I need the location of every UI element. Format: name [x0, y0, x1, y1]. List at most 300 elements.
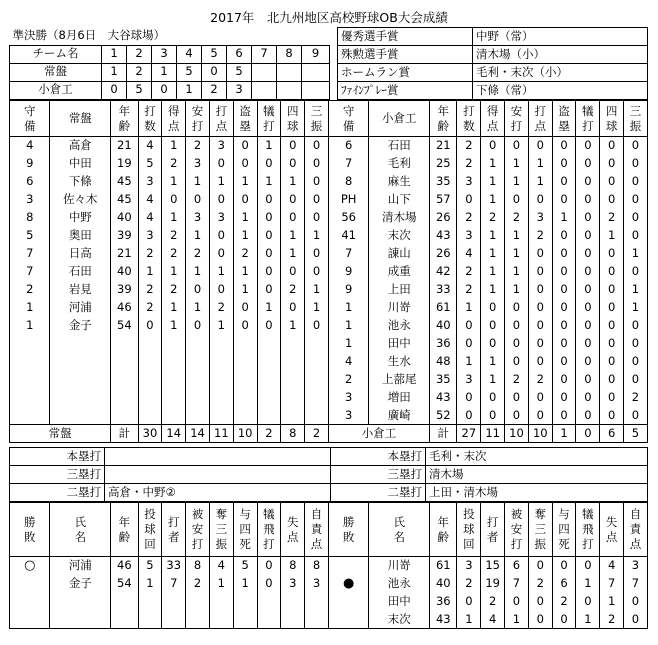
batting-table [9, 100, 648, 443]
player-stat: 3 [186, 209, 210, 227]
player-stat: 0 [305, 191, 329, 209]
award-row [338, 28, 648, 46]
stat-header: 盗 塁 [552, 101, 576, 137]
pitcher-row [10, 611, 648, 629]
pitcher-name: 末次 [369, 611, 430, 629]
pitcher-stat: 2 [552, 593, 576, 611]
extra-hit-players: 清木場 [426, 466, 648, 484]
pitcher-stat: 5 [233, 557, 257, 575]
table-row [10, 155, 648, 173]
stat-header: 犠 打 [576, 101, 600, 137]
player-stat: 0 [600, 299, 624, 317]
player-stat: 1 [305, 227, 329, 245]
stat-header: 安 打 [505, 101, 529, 137]
pitcher-stat: 1 [505, 611, 529, 629]
player-stat: 0 [600, 371, 624, 389]
totals-row [10, 425, 648, 443]
player-stat: 0 [528, 263, 552, 281]
player-stat: 2 [162, 245, 186, 263]
player-stat: 2 [138, 245, 162, 263]
award-winner: 毛利・末次（小） [473, 64, 648, 82]
pitcher-age: 54 [111, 575, 138, 593]
player-name: 上田 [369, 281, 430, 299]
pitcher-stat: 2 [186, 575, 210, 593]
pitcher-stat: 1 [576, 575, 600, 593]
player-stat: 1 [257, 137, 281, 155]
player-stat [138, 407, 162, 425]
player-stat: 2 [505, 371, 529, 389]
inning-score [302, 81, 330, 99]
player-age [111, 335, 138, 353]
player-stat: 1 [233, 209, 257, 227]
player-stat: 3 [457, 371, 481, 389]
player-name: 山下 [369, 191, 430, 209]
inning-score: 1 [102, 63, 127, 81]
award-winner: 中野（常） [473, 28, 648, 46]
player-stat: 1 [162, 317, 186, 335]
inning-header: 6 [227, 45, 252, 63]
pitcher-stat: 1 [233, 575, 257, 593]
player-stat [233, 335, 257, 353]
team-total-stat: 10 [233, 425, 257, 443]
pitcher-stat: 0 [576, 557, 600, 575]
pitcher-stat: 0 [457, 593, 481, 611]
player-stat: 2 [186, 137, 210, 155]
player-position: 1 [328, 317, 368, 335]
pitching-stat-header: 被 安 打 [505, 503, 529, 557]
player-stat: 0 [505, 353, 529, 371]
player-stat: 1 [186, 227, 210, 245]
player-stat [186, 335, 210, 353]
player-stat: 1 [481, 371, 505, 389]
player-stat [162, 407, 186, 425]
player-stat: 0 [552, 389, 576, 407]
player-stat: 2 [457, 155, 481, 173]
pitcher-stat [138, 611, 162, 629]
pitching-stat-header: 犠 飛 打 [257, 503, 281, 557]
player-stat: 0 [162, 191, 186, 209]
player-stat: 1 [233, 173, 257, 191]
pitching-stat-header: 投 球 回 [457, 503, 481, 557]
pitcher-age [111, 611, 138, 629]
award-label: ホームラン賞 [338, 64, 473, 82]
player-stat [305, 335, 329, 353]
award-row [338, 46, 648, 64]
player-stat: 0 [281, 209, 305, 227]
pitcher-stat: 3 [281, 575, 305, 593]
pitcher-stat [209, 611, 233, 629]
player-age: 26 [430, 245, 457, 263]
player-stat: 0 [505, 335, 529, 353]
team-name-header: 小倉工 [369, 101, 430, 137]
inning-header: 2 [127, 45, 152, 63]
result-cell [328, 557, 368, 575]
player-name: 中野 [50, 209, 111, 227]
player-age [111, 389, 138, 407]
player-stat: 0 [600, 245, 624, 263]
player-stat: 0 [624, 137, 648, 155]
pitcher-stat: 0 [552, 611, 576, 629]
player-stat [138, 389, 162, 407]
result-cell [10, 575, 50, 593]
player-stat: 1 [162, 299, 186, 317]
player-stat: 0 [257, 281, 281, 299]
player-stat: 0 [552, 371, 576, 389]
pitcher-stat: 4 [481, 611, 505, 629]
totals-label: 計 [111, 425, 138, 443]
player-stat [186, 353, 210, 371]
player-stat [305, 389, 329, 407]
player-stat: 0 [528, 299, 552, 317]
extra-hit-row [10, 466, 648, 484]
extra-hit-label: 三塁打 [331, 466, 426, 484]
table-row [10, 173, 648, 191]
extra-hit-players [105, 466, 331, 484]
team-total-stat: 10 [528, 425, 552, 443]
player-position: 7 [328, 155, 368, 173]
player-stat: 0 [233, 299, 257, 317]
pitcher-stat: 2 [457, 575, 481, 593]
player-stat: 1 [186, 173, 210, 191]
player-stat [209, 407, 233, 425]
stat-header: 打 点 [209, 101, 233, 137]
player-age: 35 [430, 173, 457, 191]
player-stat [305, 353, 329, 371]
player-stat: 1 [233, 263, 257, 281]
player-stat: 0 [186, 191, 210, 209]
player-stat: 0 [624, 173, 648, 191]
table-row [10, 191, 648, 209]
player-name: 上蔀尾 [369, 371, 430, 389]
player-position: 2 [328, 371, 368, 389]
pitcher-name: 金子 [50, 575, 111, 593]
player-stat: 0 [209, 155, 233, 173]
result-cell [10, 593, 50, 611]
pitcher-stat [209, 593, 233, 611]
player-stat: 0 [528, 281, 552, 299]
player-stat: 0 [528, 389, 552, 407]
player-stat: 1 [624, 299, 648, 317]
player-stat: 0 [576, 281, 600, 299]
result-cell [328, 611, 368, 629]
pitcher-name [50, 611, 111, 629]
player-stat: 1 [481, 353, 505, 371]
pitcher-stat: 8 [186, 557, 210, 575]
table-row [10, 227, 648, 245]
position-header: 守 備 [10, 101, 50, 137]
inning-score [252, 63, 277, 81]
player-stat: 0 [481, 317, 505, 335]
player-stat [281, 407, 305, 425]
player-stat: 1 [305, 281, 329, 299]
player-name [50, 389, 111, 407]
player-stat: 1 [528, 155, 552, 173]
player-stat: 0 [600, 335, 624, 353]
pitcher-stat [257, 593, 281, 611]
player-age: 57 [430, 191, 457, 209]
table-row [10, 407, 648, 425]
player-stat: 1 [481, 245, 505, 263]
pitcher-stat [162, 593, 186, 611]
player-age: 39 [111, 281, 138, 299]
player-stat [305, 407, 329, 425]
award-label: 殊勲選手賞 [338, 46, 473, 64]
pitcher-stat: 1 [576, 611, 600, 629]
player-stat: 0 [505, 191, 529, 209]
player-age: 21 [430, 137, 457, 155]
player-stat [138, 371, 162, 389]
pitcher-stat [186, 593, 210, 611]
player-stat: 0 [257, 209, 281, 227]
player-position: 7 [328, 245, 368, 263]
table-row [10, 335, 648, 353]
player-stat [281, 353, 305, 371]
player-stat: 0 [481, 335, 505, 353]
player-stat: 0 [600, 191, 624, 209]
player-position: 8 [328, 173, 368, 191]
player-age: 33 [430, 281, 457, 299]
award-label: 優秀選手賞 [338, 28, 473, 46]
player-name: 川嵜 [369, 299, 430, 317]
table-row [10, 389, 648, 407]
player-name: 下條 [50, 173, 111, 191]
player-position: 4 [10, 137, 50, 155]
pitching-stat-header: 犠 飛 打 [576, 503, 600, 557]
player-stat: 0 [481, 137, 505, 155]
player-stat [162, 371, 186, 389]
pitching-stat-header: 被 安 打 [186, 503, 210, 557]
player-stat: 0 [305, 209, 329, 227]
player-stat: 0 [505, 407, 529, 425]
awards-table [337, 27, 648, 100]
player-stat: 0 [457, 389, 481, 407]
extra-hit-players [105, 448, 331, 466]
pitcher-stat [305, 593, 329, 611]
inning-score [252, 81, 277, 99]
player-position: PH [328, 191, 368, 209]
player-name: 中田 [50, 155, 111, 173]
result-header: 勝 敗 [10, 503, 50, 557]
player-position [10, 353, 50, 371]
table-row [10, 137, 648, 155]
pitcher-stat: 2 [600, 611, 624, 629]
player-stat: 0 [576, 137, 600, 155]
player-name: 田中 [369, 335, 430, 353]
inning-score [277, 63, 302, 81]
player-stat: 2 [481, 209, 505, 227]
pitcher-stat: 1 [138, 575, 162, 593]
extra-hit-players: 上田・清木場 [426, 484, 648, 502]
table-row [10, 317, 648, 335]
player-stat: 1 [162, 173, 186, 191]
player-name [50, 335, 111, 353]
player-name: 岩見 [50, 281, 111, 299]
pitcher-stat [233, 611, 257, 629]
player-stat: 0 [138, 317, 162, 335]
player-stat [162, 389, 186, 407]
player-position: 3 [328, 407, 368, 425]
pitcher-age: 40 [430, 575, 457, 593]
pitcher-stat: 8 [281, 557, 305, 575]
player-stat [209, 389, 233, 407]
pitching-stat-header: 与 四 死 [233, 503, 257, 557]
pitcher-stat: 7 [162, 575, 186, 593]
player-stat: 0 [233, 137, 257, 155]
player-stat: 1 [281, 227, 305, 245]
player-age: 19 [111, 155, 138, 173]
player-stat: 0 [624, 209, 648, 227]
pitcher-stat: 5 [138, 557, 162, 575]
inning-header: 5 [202, 45, 227, 63]
player-stat: 0 [305, 245, 329, 263]
player-age: 48 [430, 353, 457, 371]
player-stat: 0 [505, 299, 529, 317]
player-position: 6 [328, 137, 368, 155]
pitching-table [9, 502, 648, 629]
player-stat: 0 [481, 299, 505, 317]
player-stat: 0 [624, 371, 648, 389]
player-stat [233, 407, 257, 425]
player-stat: 0 [552, 245, 576, 263]
pitcher-stat: 2 [481, 593, 505, 611]
player-stat: 0 [600, 353, 624, 371]
player-age: 52 [430, 407, 457, 425]
inning-score: 3 [227, 81, 252, 99]
pitcher-stat [281, 611, 305, 629]
table-row [10, 245, 648, 263]
player-stat: 0 [281, 137, 305, 155]
player-stat: 2 [209, 299, 233, 317]
pitcher-name: 川嵜 [369, 557, 430, 575]
player-stat: 3 [186, 155, 210, 173]
player-stat: 0 [209, 281, 233, 299]
player-stat: 2 [138, 281, 162, 299]
inning-score: 5 [227, 63, 252, 81]
player-stat: 0 [186, 281, 210, 299]
player-stat: 0 [576, 263, 600, 281]
player-stat [186, 371, 210, 389]
inning-score: 0 [152, 81, 177, 99]
player-stat: 1 [505, 173, 529, 191]
result-cell [10, 611, 50, 629]
player-age: 46 [111, 299, 138, 317]
player-stat: 0 [305, 317, 329, 335]
player-stat: 4 [138, 191, 162, 209]
pitcher-stat: 3 [624, 557, 648, 575]
player-position: 41 [328, 227, 368, 245]
player-stat: 1 [257, 299, 281, 317]
team-total-stat: 30 [138, 425, 162, 443]
player-stat: 0 [209, 191, 233, 209]
age-header: 年 齢 [430, 101, 457, 137]
player-stat: 0 [600, 407, 624, 425]
extra-hit-row [10, 448, 648, 466]
game-label: 準決勝（8月6日 大谷球場） [12, 28, 166, 42]
player-stat: 1 [505, 263, 529, 281]
player-position: 1 [10, 317, 50, 335]
table-row [10, 281, 648, 299]
extra-hit-label: 本塁打 [331, 448, 426, 466]
player-name [50, 407, 111, 425]
player-stat: 0 [186, 317, 210, 335]
pitcher-stat: 0 [528, 593, 552, 611]
team-total-stat: 6 [600, 425, 624, 443]
player-name: 清木場 [369, 209, 430, 227]
stat-header: 打 点 [528, 101, 552, 137]
player-stat: 1 [305, 299, 329, 317]
player-stat: 1 [138, 263, 162, 281]
player-stat: 2 [505, 209, 529, 227]
player-name: 高倉 [50, 137, 111, 155]
table-row [10, 209, 648, 227]
inning-header: 7 [252, 45, 277, 63]
player-stat: 0 [576, 317, 600, 335]
player-stat: 1 [257, 173, 281, 191]
player-name: 廣崎 [369, 407, 430, 425]
player-stat: 0 [305, 263, 329, 281]
stat-header: 犠 打 [257, 101, 281, 137]
player-stat: 1 [281, 317, 305, 335]
player-stat: 2 [457, 137, 481, 155]
player-stat: 0 [257, 317, 281, 335]
player-stat: 0 [552, 317, 576, 335]
player-name: 麻生 [369, 173, 430, 191]
player-age: 35 [430, 371, 457, 389]
pitcher-age: 36 [430, 593, 457, 611]
player-age [111, 371, 138, 389]
pitcher-stat: 0 [257, 557, 281, 575]
team-total-stat: 14 [186, 425, 210, 443]
player-age: 61 [430, 299, 457, 317]
player-stat: 1 [186, 299, 210, 317]
player-stat: 0 [457, 407, 481, 425]
player-stat [162, 335, 186, 353]
pitcher-row [10, 575, 648, 593]
player-name: 石田 [369, 137, 430, 155]
player-stat: 0 [600, 281, 624, 299]
player-stat [257, 407, 281, 425]
player-stat: 0 [257, 245, 281, 263]
inning-header: 9 [302, 45, 330, 63]
player-stat: 0 [576, 173, 600, 191]
player-stat: 0 [624, 191, 648, 209]
player-stat: 0 [281, 155, 305, 173]
inning-score: 1 [177, 81, 202, 99]
pitcher-stat: 7 [600, 575, 624, 593]
player-stat: 1 [481, 191, 505, 209]
player-stat [281, 371, 305, 389]
player-age: 54 [111, 317, 138, 335]
player-stat: 1 [209, 263, 233, 281]
player-name: 奥田 [50, 227, 111, 245]
player-stat: 1 [528, 173, 552, 191]
player-stat: 1 [481, 281, 505, 299]
pitcher-age: 61 [430, 557, 457, 575]
player-stat: 1 [281, 245, 305, 263]
team-name: 小倉工 [10, 81, 102, 99]
pitcher-stat [281, 593, 305, 611]
player-stat: 1 [624, 245, 648, 263]
player-stat: 2 [600, 209, 624, 227]
player-name: 成重 [369, 263, 430, 281]
pitcher-stat: 19 [481, 575, 505, 593]
player-stat: 2 [162, 155, 186, 173]
player-name: 生水 [369, 353, 430, 371]
totals-team: 常盤 [10, 425, 111, 443]
pitcher-stat: 0 [552, 557, 576, 575]
player-stat: 2 [457, 263, 481, 281]
extra-hit-label: 二塁打 [10, 484, 105, 502]
